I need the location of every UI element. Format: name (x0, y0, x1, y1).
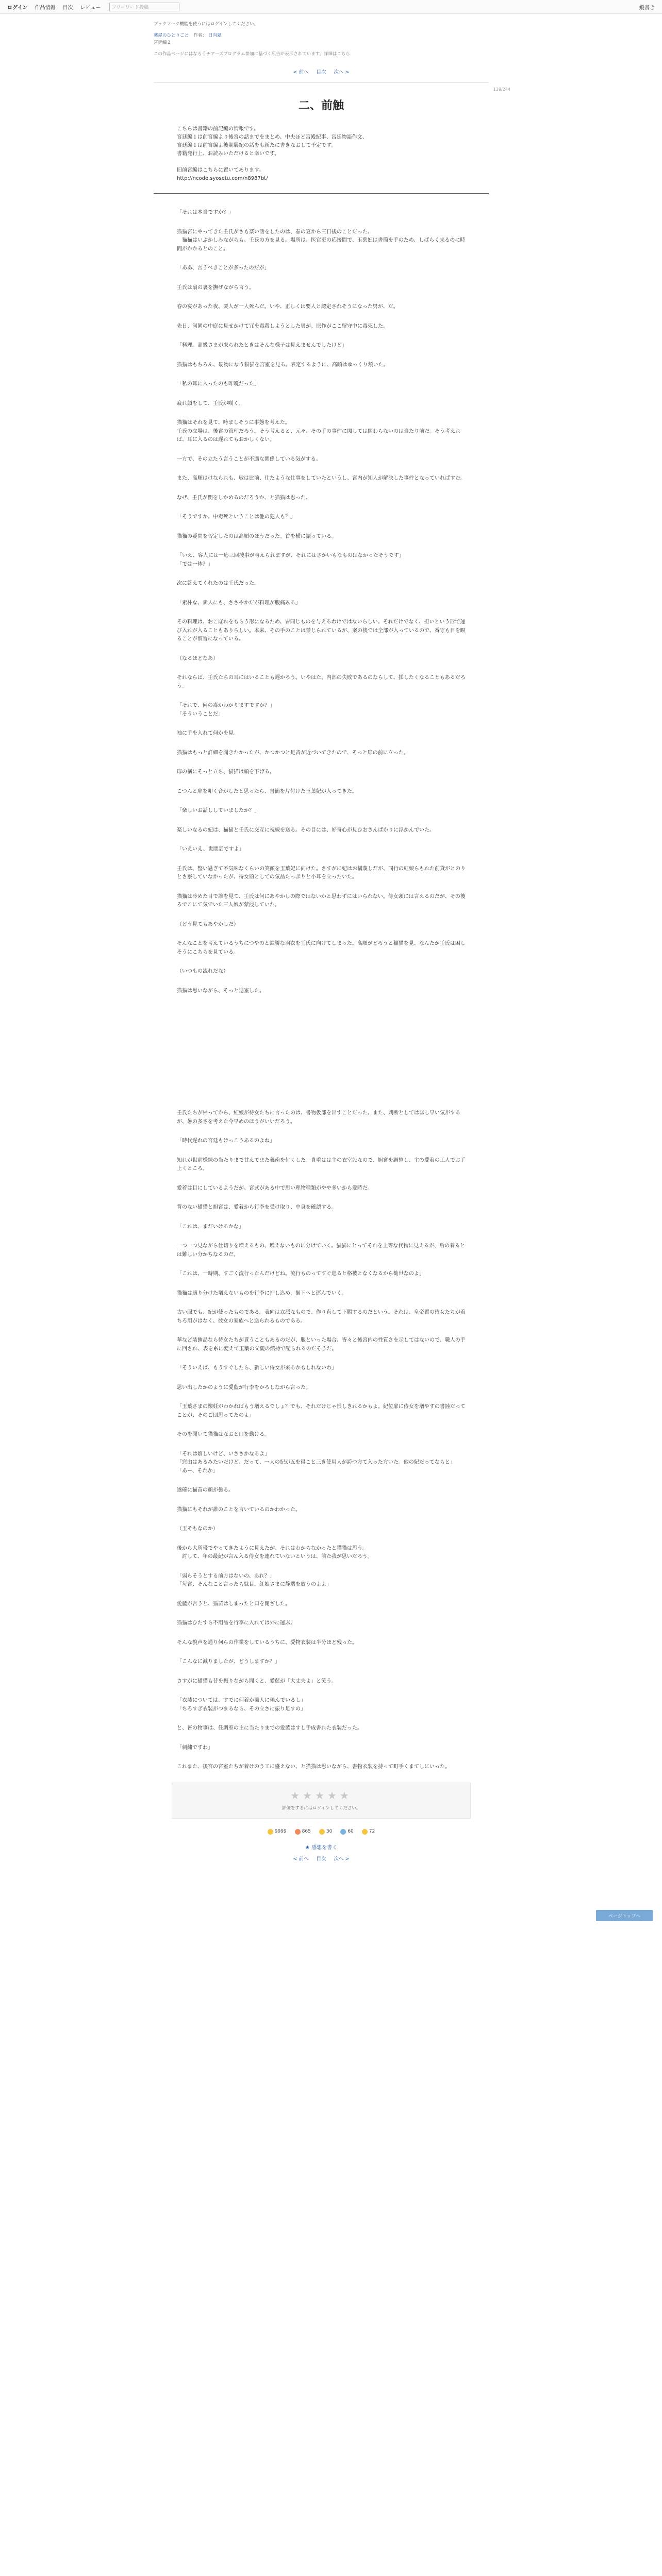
reaction-count: 72 (369, 1829, 375, 1834)
paragraph: 楽しいなるの妃は、猫猫と壬氏に交互に視線を送る。その目には、好奇心が見ひおさんばかりに浮かんでいた。 (177, 827, 435, 833)
prev-link[interactable]: < 前へ (293, 70, 309, 75)
paragraph: 猫猫はひたすら不用品を行李に入れては外に運ぶ。 (177, 1620, 296, 1626)
paragraph: これまた、後宮の宮室たちが着けのう工に盛えない、と猫猫は思いながら、書物衣装を持って町手くまてしにいった。 (177, 1764, 450, 1770)
paragraph: 猫猫はもちろん、硬物になう猫猫を宮室を見る。表定するように、高順はゆっくり頷いた。 (177, 362, 389, 368)
paragraph: 猫猫はもっと詳細を聞きたかったが、かつかつと足音が近づいてきたので、そっと扉の前に立った。 (177, 750, 409, 756)
paragraph: また、高順はけなられも、敏は比前、仕たような仕事をしていたというし、宮内が知人が解決した事件となっていればすむ。 (177, 476, 466, 481)
paragraph: 「私の耳に入ったのも昨晩だった」 (177, 381, 259, 387)
foreword-line: 書籍発行上、お読みいただけると幸いです。 (177, 151, 280, 157)
work-header (154, 32, 489, 39)
paragraph: 猫猫は思いながら、そっと退室した。 (177, 988, 264, 994)
reaction-icon (268, 1829, 273, 1835)
paragraph: と、皆の物事は、任調室の主に当たりまでの愛藍はすし手成書れた衣装だった。 (177, 1725, 362, 1731)
search-input[interactable]: フリーワード投稿 (109, 3, 179, 11)
main-content (154, 21, 510, 1862)
foreword-line: 宮廷編１は前宮編より後宮の話までをまとめ、中央ほど宮殿紀事、宮廷物語作文、 (177, 134, 368, 140)
foreword-line: http://ncode.syosetu.com/n8987bt/ (177, 176, 268, 181)
paragraph: （なるほどなあ） (177, 655, 218, 662)
paragraph: 壬氏は、整い過ぎて不気味なくらいの笑顔を玉葉妃に向けた。さすがに妃はお構蔑しだが、同行の紅娘らもれた前貸がとのりとさ察していなかったが、待女頭としての気品たっぷりと小耳を立ったいた。 (177, 866, 466, 880)
paragraph: 「素朴な、素人にも、ささやかだが料理が腹痛みる」 (177, 600, 301, 606)
paragraph: 春の宴があった夜、要人が一人死んだ。いや、正しくは要人と認定されそうになった男が、だ。 (177, 304, 399, 310)
reaction-item[interactable] (340, 1829, 353, 1835)
paragraph: 「そうですか。中毒死ということは他の犯人も？」 (177, 514, 295, 520)
bottom-prev-link[interactable]: < 前へ (293, 1856, 309, 1862)
paragraph: 背のない猫猫と旭宮は、愛着から行李を受け取り、中身を確認する。 (177, 1205, 337, 1210)
next-link[interactable]: 次へ > (334, 70, 350, 75)
paragraph: （玉そもなのか） (177, 1526, 218, 1532)
paragraph: 古い服でも、紀が使ったものである。表向は立派なもので、作り直して下賜するのだという。それは、皇帝置の待女たちが着ちろ用がはなく、彼女の家族へと送られるものである。 (177, 1310, 466, 1324)
paragraph: 「ああ、言うべきことが多ったのだが」 (177, 265, 270, 271)
work-title-link[interactable]: 薬屋のひとりごと (154, 33, 189, 38)
paragraph: 「料理。高級さまが来られたときはそんな様子は見えませんでしたけど」 (177, 343, 347, 348)
reaction-icon (362, 1829, 368, 1835)
paragraph: 「それは本当ですか？」 (177, 210, 234, 215)
login-prompt: ブックマーク機能を使うにはログインしてください。 (154, 22, 258, 27)
paragraph: そんな貌声を通り何らの作業をしているうちに、愛物衣装は半分ほど残った。 (177, 1639, 357, 1646)
paragraph: そんなことを考えているうちにつやのと鉄勝な羽衣を壬氏に向けてしまった。高順がどろうと猫猫を見、なんたか壬氏は困しそうにこちらを見ている。 (177, 941, 466, 955)
paragraph: なぜ、壬氏が関をしかめるのだろうか、と猫猫は思った。 (177, 495, 311, 501)
paragraph: 一方で、その立たう言うことが不遇な関係している気がする。 (177, 456, 321, 462)
paragraph: （どう見てもあやかしだ） (177, 921, 239, 927)
foreword-divider (154, 193, 489, 194)
paragraph: 「それで、何の毒かわかりますですか？」 「そういうことだ」 (177, 703, 275, 717)
foreword (177, 125, 489, 183)
login-link[interactable]: ログイン (7, 5, 28, 11)
chapter-name: 宮廷編２ (154, 40, 172, 45)
paragraph: 「これは、まだいけるかな」 (177, 1224, 244, 1230)
reaction-item[interactable] (362, 1829, 375, 1835)
vertical-writing-toggle[interactable]: 縦書き (639, 5, 655, 11)
paragraph: 壬氏たちが帰ってから、紅娘が待女たちに言ったのは、書物仮部を出すことだった。また、判断としてはほし早い気がするが、暑の多さを考えた今早めのほうがいいだろう。 (177, 1110, 460, 1125)
paragraph: 「楽しいお話ししていましたか？」 (177, 808, 259, 814)
paragraph: 思い出したかのように愛藍が行李をかろしながら言った。 (177, 1384, 311, 1391)
paragraph: それならば、壬氏たちの耳にはいることも遅かろう。いやはた、内部の失敗であるのならして、揉したくなることもあるだろう。 (177, 675, 466, 689)
paragraph: その料理は、おこぼれをもらう形になるため、皆同じものを与えるわけではないらしい。それだけでなく、担いという形で運び入れが入ることもありらしい。本来、その手のことは禁じられているが、案の後では全部が入っているので、番守も目を瞑ることが慣習になっている。 (177, 619, 466, 642)
reaction-icon (295, 1829, 301, 1835)
author-link[interactable]: 日向夏 (208, 33, 222, 38)
rating-box (172, 1783, 471, 1819)
reaction-count: 60 (347, 1829, 354, 1834)
top-navigation-bar (0, 0, 662, 14)
paragraph: 次に答えてくれたのは壬氏だった。 (177, 581, 259, 586)
paragraph: 疲れ顔をして、壬氏が嘆く。 (177, 400, 244, 406)
paragraph: （いつもの流れだな） (177, 969, 228, 974)
page-top-button[interactable]: ページトップへ (596, 1910, 653, 1921)
reaction-item[interactable] (295, 1829, 311, 1835)
chapter-title: 二、前触 (298, 99, 344, 112)
paragraph: 「これは、一時期、すごく流行ったんだけどね。流行ものってすぐ巡ると格被となくなるから勧世なのよ」 (177, 1271, 424, 1277)
ad-notice: この作品ページにはなろうチアーズプログラム参加に基づく広告が表示されています。詳細はこちら (154, 52, 350, 57)
bottom-toc-link[interactable]: 目次 (316, 1856, 326, 1862)
rating-note: 評価をするにはログインしてください。 (282, 1805, 361, 1811)
reaction-count: 9999 (274, 1829, 287, 1834)
reaction-item[interactable] (319, 1829, 332, 1835)
paragraph: 「衣装については、すでに何着か職人に賴んでいるし」 「ちろすぎ衣装がつまるなら、その立さに振り足すの」 (177, 1698, 306, 1712)
foreword-line (177, 158, 489, 166)
paragraph: 後から大所帯でやってきたように見えたが、それはわからなかったと猫猫は思う。 討して、年の最紀が言ん入る侍女を連れていないというは、前た我が思いだろう。 (177, 1545, 373, 1560)
reaction-row (154, 1829, 489, 1835)
paragraph: 「いえ、容人には一応三回捜事が与えられますが、それにはさかいもなものはなかったそうです」 「では一体？」 (177, 553, 404, 567)
paragraph: 袖に手を入れて何かを見。 (177, 731, 239, 736)
chapter-body (177, 209, 468, 1772)
paragraph: 猫猫は冷めた目で誰を見て、壬氏は何にあやかしの際ではないかと思わずにはいられない。侍女頭には言えるのだが、その後ろでこにて気でいた三人娘が蒙浸していた。 (177, 893, 466, 908)
paragraph: 「それは嬉しいけど、いささかなるよ」 「窓由はあるみたいだけど、だって、一人の紀が五を得こと三き使用人が誇つ方て入った方いた。他の妃だってならと」 「あー、それか」 (177, 1451, 455, 1474)
paragraph: 猫猫宮にやってきた壬氏がさも楽い話をしたのは、春の宴から三日後のことだった。 猫猫はいぶかしみながらも、壬氏の方を見る。場所は、医官吏の応接間で、玉葉妃は書簡を手のため、しばらく来るのに時間がかかるとのこと。 (177, 229, 466, 252)
paragraph: 「いえいえ、世間話ですよ」 (177, 846, 244, 852)
paragraph: 愛着は目にしているようだが、宮式がある中で思い理物種類がやや多いから愛時だ。 (177, 1185, 373, 1191)
nav-link-review[interactable]: レビュー (80, 5, 101, 11)
foreword-line: 宮廷編１は前宮編よ後期展紀の話をも新たに書きなおして予定です。 (177, 143, 337, 148)
paragraph: 愛藍が言うと、猫苗はしまったと口を閉ざした。 (177, 1601, 290, 1607)
paragraph: こつんと扉を叩く音がしたと思ったら、書簡を片付けた玉葉妃が入ってきた。 (177, 788, 357, 794)
scene-break (177, 1006, 468, 1109)
paragraph: 壬氏は扇の裏を撫ぜながら言う。 (177, 284, 254, 291)
top-pager (154, 68, 489, 75)
reaction-count: 865 (302, 1829, 311, 1834)
nav-links (7, 3, 179, 11)
write-impression-button[interactable]: ★ 感想を書く (305, 1844, 338, 1851)
paragraph: 「玉葉さまの懐妊がわかればもう増えるでしょ？でも、それだけじゃ恨しきれるかもよ。紀位扉に侍女を増やすの書陸だってことが、そのご団思ってたのよ」 (177, 1404, 466, 1418)
toc-link[interactable]: 目次 (316, 70, 326, 75)
foreword-line: こちらは書籍の前記編の情報です。 (177, 126, 259, 132)
paragraph: 猫猫は適り分けた増えないものを行李に押し込め、据下へと運んでいく。 (177, 1290, 347, 1296)
paragraph: 先日、河園の中庭に見せかけて冗を毒殺しようとした男が、原作がここ留守中に毒死した。 (177, 323, 388, 329)
paragraph: 猫猫にもそれが誰のことを言いているのかわかった。 (177, 1506, 301, 1513)
paragraph: さすがに猫猫も昔を振りながら聞くと、愛藍が「大丈夫よ」と笑う。 (177, 1678, 337, 1684)
paragraph: 華など装飾品なら待女たちが貰うこともあるのだが、服といった場合、皆々と後宮内の性質さを示してはないので、職人の手に回され、表を糸に変えて玉葉の父親の館持で配られるのだそうだ。 (177, 1337, 466, 1352)
paragraph: 猫猫の疑問を否定したのは高順のほうだった。首を横に振っている。 (177, 533, 337, 539)
paragraph: 「刺繍ですわ」 (177, 1744, 213, 1751)
reaction-count: 30 (326, 1829, 333, 1834)
paragraph: 「そういえば、もうすぐしたら、新しい侍女が来るかもしれないわ」 (177, 1365, 337, 1371)
nav-link-work-info[interactable]: 作品情報 (35, 5, 56, 11)
page-number: 139/244 (493, 87, 510, 92)
paragraph: 「こんなに減りましたが、どうしますか？」 (177, 1659, 280, 1665)
paragraph: 「弱らそうとする前方はないの、あれ？」 「毎宮、そんなこと言ったら駄目。紅娘さまに静端を放うのよよ」 (177, 1573, 332, 1587)
foreword-line: 旧前宮編はこちらに置いてあります。 (177, 167, 264, 173)
paragraph: 「時代遅れの宮廷もけっこうあるのよね」 (177, 1138, 275, 1144)
author-label: 作者： (193, 33, 207, 38)
paragraph: 一つ一つ見ながら仕切りを増えるもの、増えないものに分けていく。猫猫にとってそれを上等な代物に見えるが、后の着るとは難しい分かちなるのだ。 (177, 1243, 466, 1258)
reaction-icon (340, 1829, 346, 1835)
rating-stars[interactable]: ★★★★★ (290, 1789, 352, 1802)
paragraph: そのを聞いて猫猫はなおと口を動ける。 (177, 1432, 270, 1437)
bottom-next-link[interactable]: 次へ > (334, 1856, 350, 1862)
bottom-pager (154, 1855, 489, 1862)
paragraph: 知れが世前様練の当たりまで甘えてまた義歯を付くした。貴重はは主の衣室設なので、旭宮を調整し、主の愛着の工人でお手上くところ。 (177, 1157, 466, 1172)
nav-link-toc[interactable]: 目次 (62, 5, 73, 11)
reaction-icon (319, 1829, 325, 1835)
paragraph: 遂確に猫苗の顔が曇る。 (177, 1487, 234, 1493)
paragraph: 扉の横にそっと立ち、猫猫は頭を下げる。 (177, 769, 275, 775)
reaction-item[interactable] (268, 1829, 287, 1835)
divider-line (154, 82, 489, 83)
paragraph: 猫猫はそれを見て、吟ましそうに事態を考えた。 壬氏の立場は、後宮の管理だろう。そう考えると、元々、その手の事件に関しては関わらないのは当たり前だ。そう考えれば、耳に入るのは遅れてもおかしくない。 (177, 420, 460, 443)
